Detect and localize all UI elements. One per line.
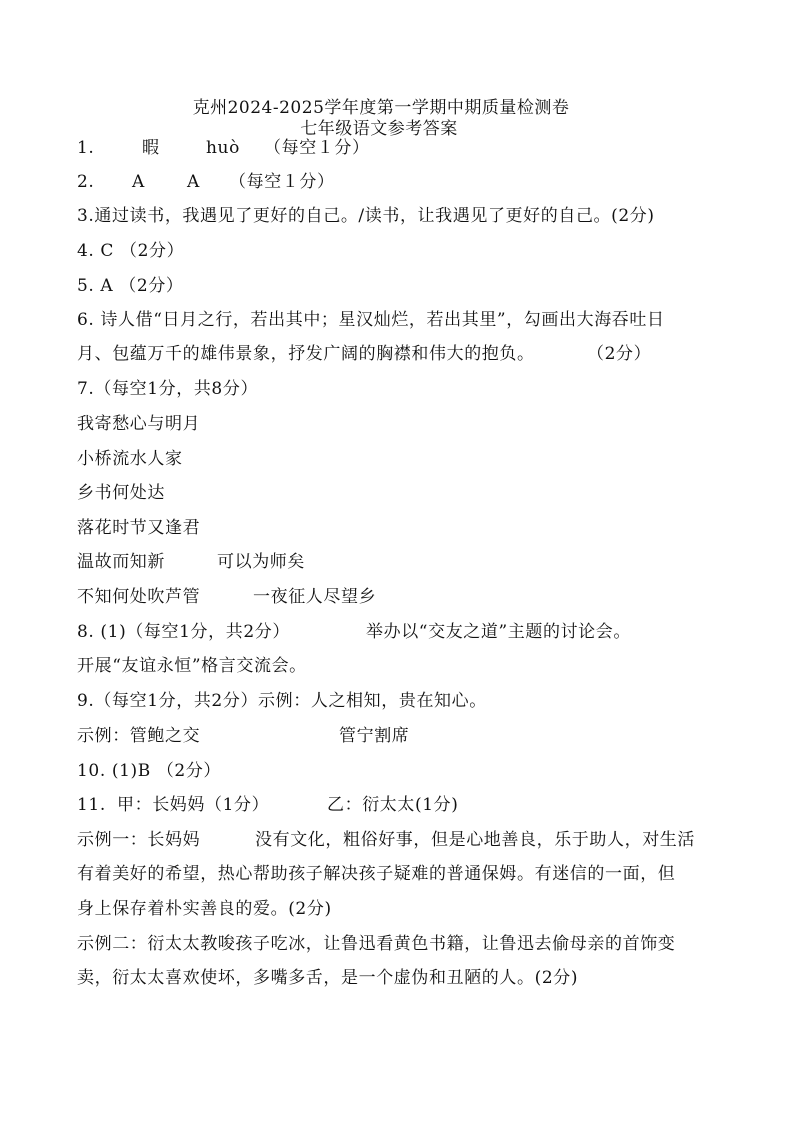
answer-text: 甲：长妈妈（1分） (117, 795, 270, 815)
answer-line-q11-ex1-cont: 有着美好的希望，热心帮助孩子解决孩子疑难的普通保姆。有迷信的一面，但 (77, 864, 676, 884)
answer-text: 没有文化，粗俗好事，但是心地善良，乐于助人，对生活 (255, 830, 695, 850)
answer-line-q1 (77, 137, 370, 159)
poem-fragment: 温故而知新 (77, 552, 165, 572)
question-number: 11. (77, 795, 106, 815)
answer-line-q5: 5. A （2分） (77, 276, 184, 296)
question-number: 1. (77, 138, 95, 158)
poem-fragment: 不知何处吹芦管 (77, 587, 201, 607)
answer-line-q11 (77, 794, 458, 816)
answer-text: 示例：管鲍之交 (77, 726, 201, 746)
answer-line-q9: 9.（每空1分，共2分）示例：人之相知，贵在知心。 (77, 691, 487, 711)
answer-text: 月、包蕴万千的雄伟景象，抒发广阔的胸襟和伟大的抱负。 (77, 344, 535, 364)
answer-line-q11-ex1-cont: 身上保存着朴实善良的爱。(2分) (77, 899, 332, 919)
answer-line-q8 (77, 621, 631, 643)
answer-line-q7: 7.（每空1分，共8分） (77, 379, 259, 399)
answer-line-q2 (77, 171, 335, 193)
poem-line: 落花时节又逢君 (77, 518, 201, 538)
answer-line-q11-ex2-cont: 卖，衍太太喜欢使坏，多嘴多舌，是一个虚伪和丑陋的人。(2分) (77, 968, 579, 988)
answer-line-q6: 6. 诗人借“日月之行，若出其中；星汉灿烂，若出其里”，勾画出大海吞吐日 (77, 310, 665, 330)
answer-line-q4: 4. C （2分） (77, 241, 185, 261)
poem-line: 乡书何处达 (77, 483, 165, 503)
poem-line: 我寄愁心与明月 (77, 414, 201, 434)
answer-value: 暇 (142, 138, 160, 158)
answer-line-q9-cont (77, 725, 409, 747)
answer-line-q11-ex1 (77, 829, 695, 851)
score-note: （每空１分） (264, 138, 370, 158)
question-number: 2. (77, 172, 95, 192)
answer-line-q6-cont (77, 343, 651, 365)
score-note: （每空１分） (229, 172, 335, 192)
answer-line-q11-ex2: 示例二：衍太太教唆孩子吃冰，让鲁迅看黄色书籍，让鲁迅去偷母亲的首饰变 (77, 934, 676, 954)
poem-line: 小桥流水人家 (77, 449, 183, 469)
answer-value: huò (206, 138, 240, 158)
answer-value: A (132, 172, 145, 192)
answer-text: 举办以“交友之道”主题的讨论会。 (366, 622, 631, 642)
answer-line-q3: 3.通过读书，我遇见了更好的自己。/读书，让我遇见了更好的自己。(2分) (77, 206, 655, 226)
answer-text: 乙：衍太太(1分) (327, 795, 459, 815)
score-note: （2分） (587, 344, 652, 364)
exam-subtitle: 七年级语文参考答案 (300, 119, 458, 139)
answer-line-q8-cont: 开展“友谊永恒”格言交流会。 (77, 656, 307, 676)
answer-text: 示例一：长妈妈 (77, 830, 201, 850)
poem-fragment: 可以为师矣 (217, 552, 305, 572)
answer-text: 管宁割席 (339, 726, 410, 746)
exam-title: 克州2024-2025学年度第一学期中期质量检测卷 (192, 98, 570, 118)
answer-line-q10: 10. (1)B （2分） (77, 761, 222, 781)
poem-line (77, 551, 305, 573)
poem-fragment: 一夜征人尽望乡 (253, 587, 377, 607)
answer-value: A (187, 172, 200, 192)
poem-line (77, 586, 376, 608)
question-head: 8. (1)（每空1分，共2分） (77, 622, 290, 642)
